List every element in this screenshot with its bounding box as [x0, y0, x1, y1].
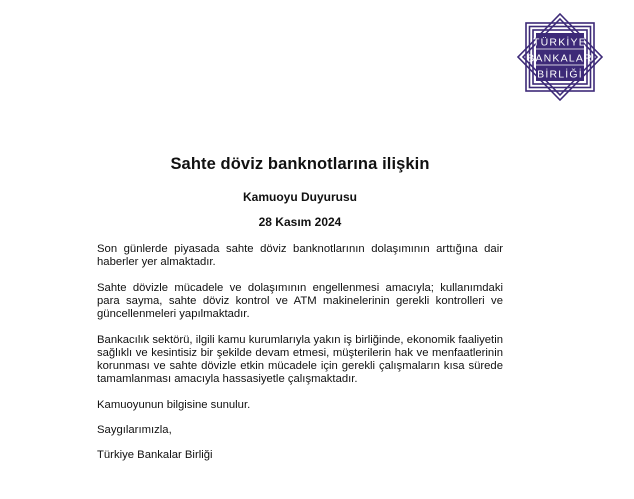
document-body — [97, 243, 503, 474]
logo-line-2: BANKALAR — [527, 52, 593, 65]
closing-line: Kamuoyunun bilgisine sunulur. — [97, 399, 251, 411]
document-title: Sahte döviz banknotlarına ilişkin — [170, 155, 430, 173]
tbb-logo — [514, 12, 606, 102]
signature: Türkiye Bankalar Birliği — [97, 449, 213, 461]
logo-line-1: TÜRKİYE — [533, 36, 587, 49]
logo-line-3: BİRLİĞİ — [537, 68, 583, 81]
document-subtitle: Kamuoyu Duyurusu — [242, 190, 357, 204]
paragraph-2: Sahte dövizle mücadele ve dolaşımının engellenmesi amacıyla; kullanımdaki para sayma, sahte döviz kontrol ve ATM makinelerinin gerekli kontrolleri ve güncellenmeleri yapılmaktadır. — [97, 282, 503, 320]
salutation: Saygılarımızla, — [97, 424, 172, 436]
paragraph-1: Son günlerde piyasada sahte döviz banknotlarının dolaşımının arttığına dair haberler yer almaktadır. — [97, 243, 503, 268]
tbb-logo-icon — [514, 12, 606, 102]
paragraph-3: Bankacılık sektörü, ilgili kamu kurumlarıyla yakın iş birliğinde, ekonomik faaliyetin sağlıklı ve kesintisiz bir şekilde devam etmesi, müşterilerin hak ve menfaatlerinin korunması ve sahte dövizle etkin mücadele için gerekli çalışmaların kısa sürede tamamlanması amacıyla hassasiyetle çalışmaktadır. — [97, 334, 503, 385]
document-date: 28 Kasım 2024 — [258, 215, 342, 229]
